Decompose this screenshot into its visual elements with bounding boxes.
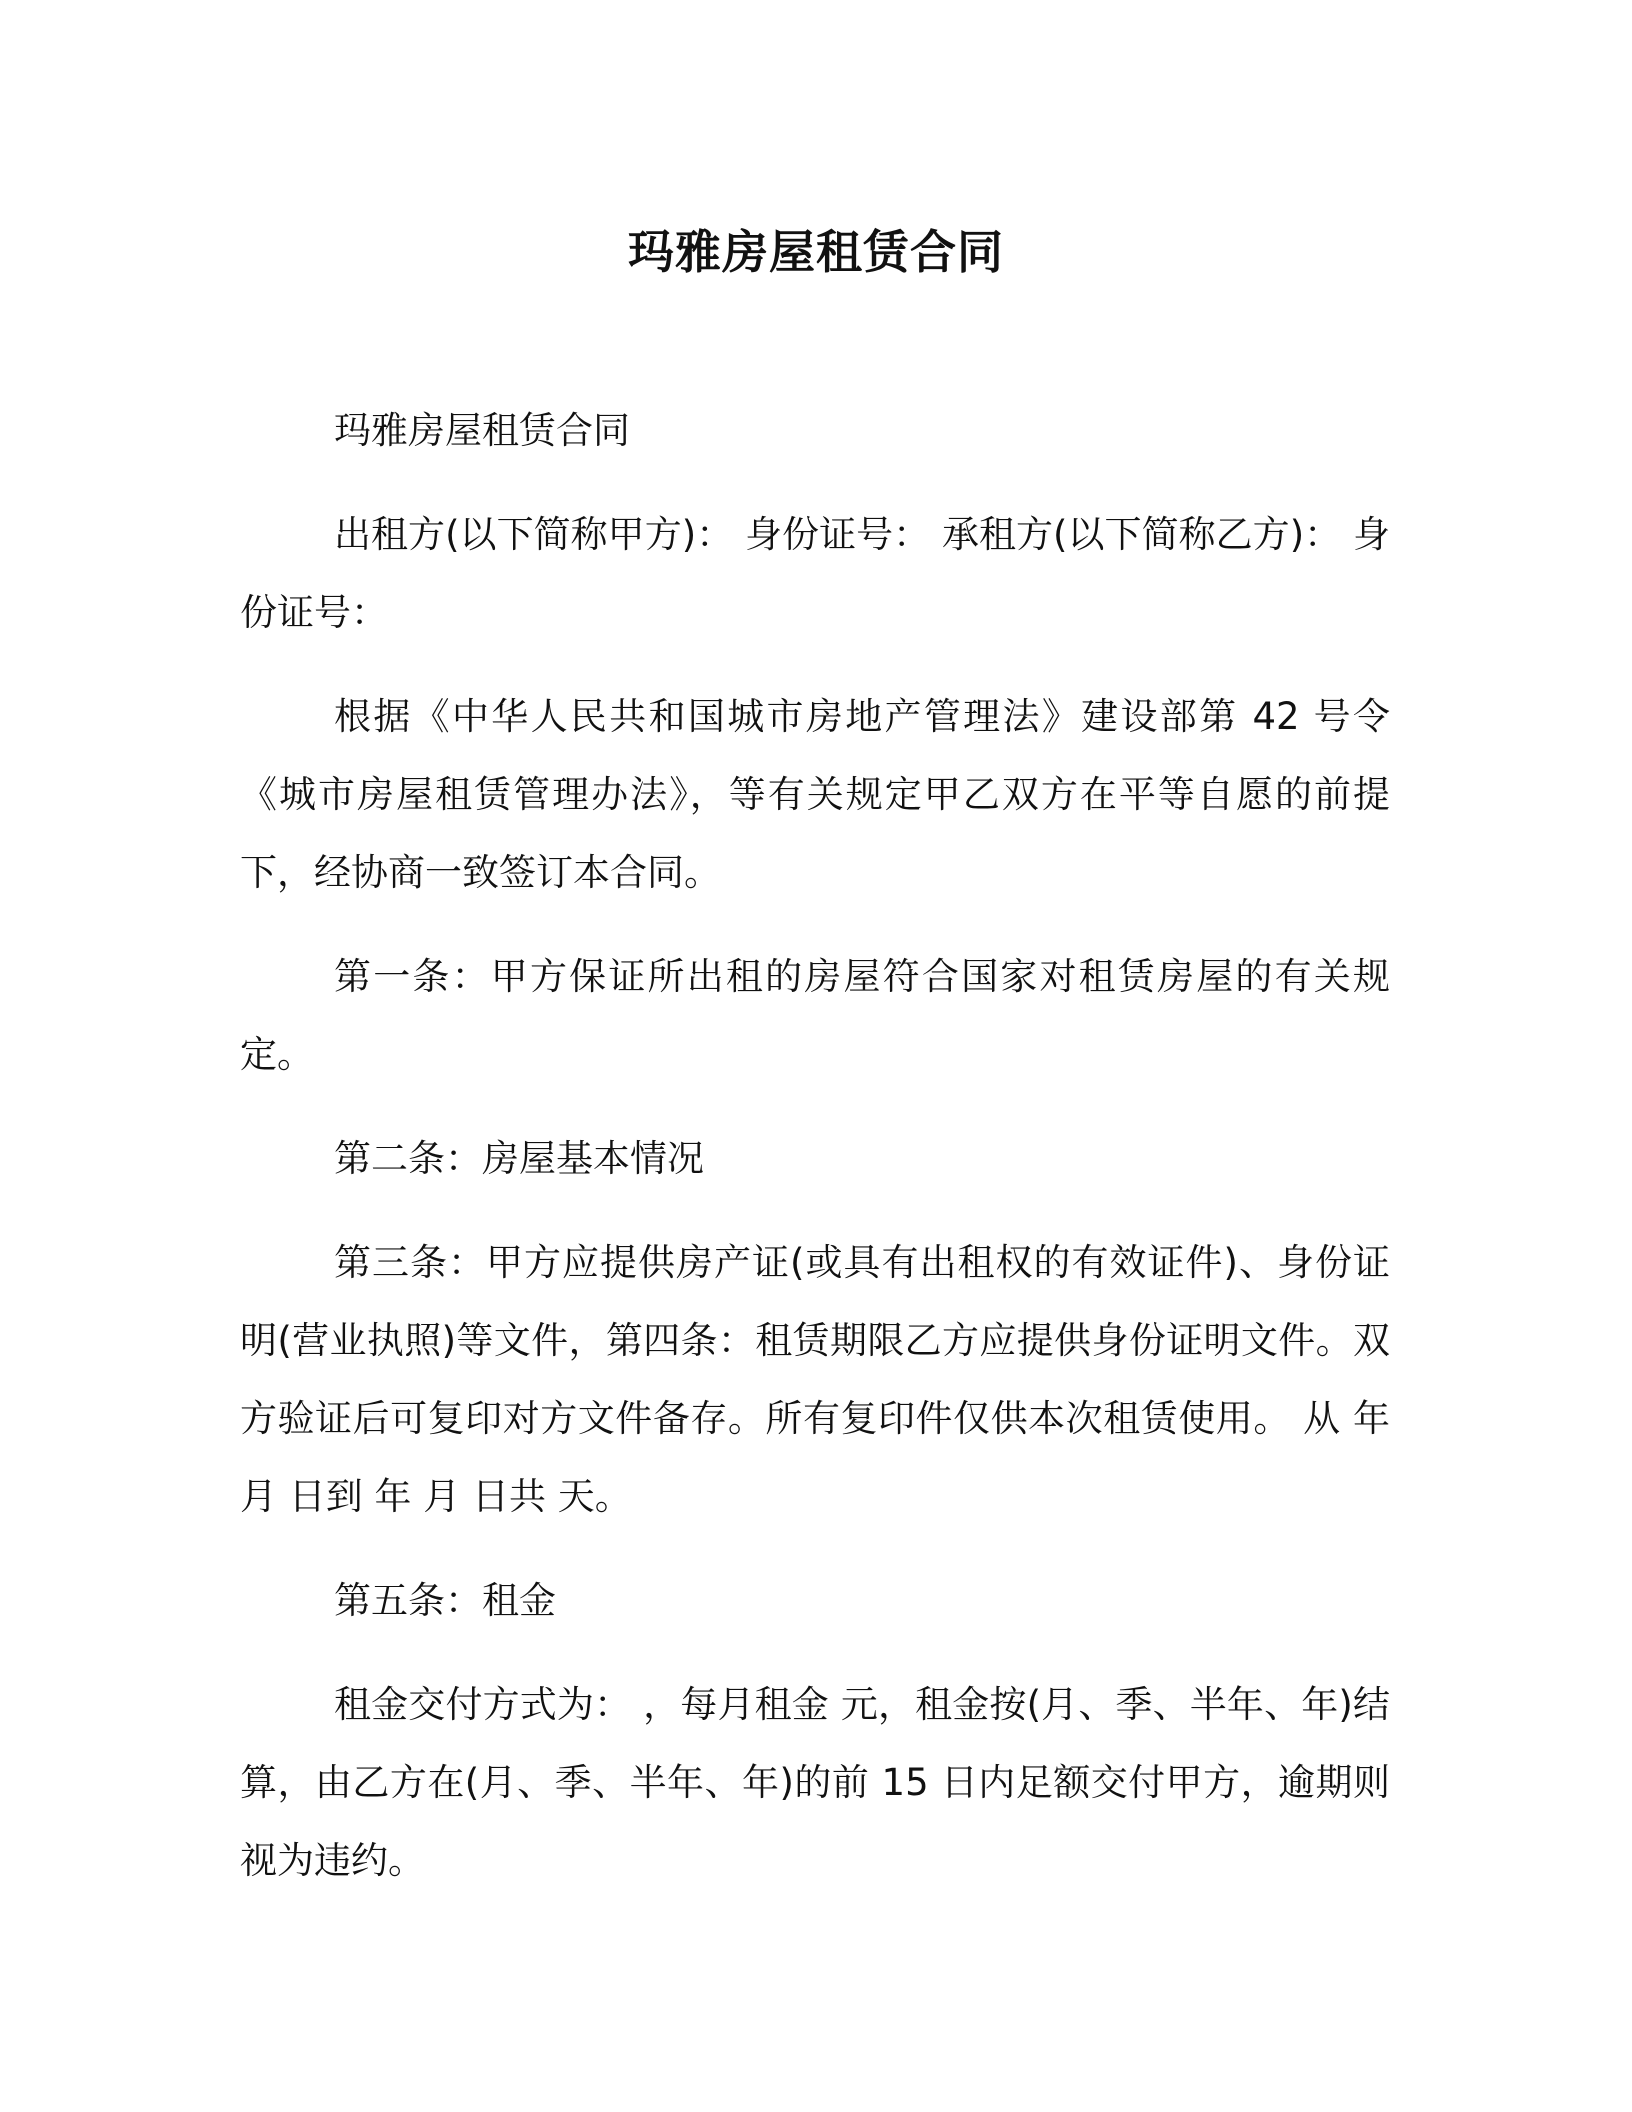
paragraph-parties: 出租方(以下简称甲方)： 身份证号： 承租方(以下简称乙方)： 身份证号： (240, 513, 1390, 634)
paragraph-article-5: 第五条：租金 (334, 1579, 556, 1622)
paragraph-legal-basis: 根据《中华人民共和国城市房地产管理法》建设部第 42 号令《城市房屋租赁管理办法》，等有关规定甲乙双方在平等自愿的前提下，经协商一致签订本合同。 (240, 695, 1390, 894)
document-body (240, 392, 1390, 1926)
document-title: 玛雅房屋租赁合同 (628, 225, 1004, 279)
paragraph-article-2: 第二条：房屋基本情况 (334, 1137, 704, 1180)
paragraph-rent-payment: 租金交付方式为： ，每月租金 元，租金按(月、季、半年、年)结算，由乙方在(月、季、半年、年)的前 15 日内足额交付甲方，逾期则视为违约。 (240, 1683, 1390, 1882)
paragraph-heading: 玛雅房屋租赁合同 (334, 409, 630, 452)
paragraph-article-1: 第一条：甲方保证所出租的房屋符合国家对租赁房屋的有关规定。 (240, 955, 1390, 1076)
paragraph-article-3-4: 第三条：甲方应提供房产证(或具有出租权的有效证件)、身份证明(营业执照)等文件，第四条：租赁期限乙方应提供身份证明文件。双方验证后可复印对方文件备存。所有复印件仅供本次租赁使用。 从 年 月 日到 年 月 日共 天。 (240, 1241, 1390, 1518)
